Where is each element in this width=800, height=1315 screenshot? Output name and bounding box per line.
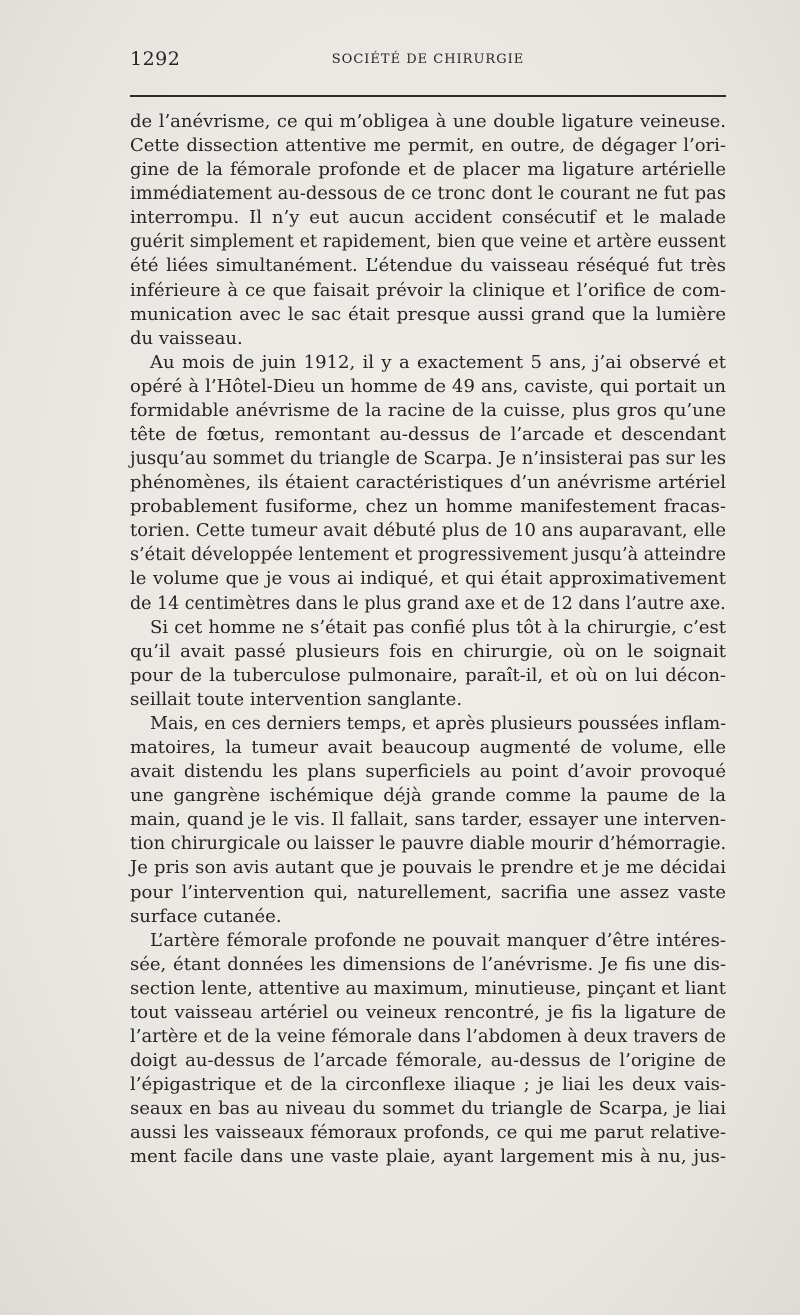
- text-line: l’épigastrique et de la circonflexe iliaque ; je liai les deux vais-: [130, 1074, 726, 1096]
- page-header: [130, 48, 726, 78]
- text-line: surface cutanée.: [130, 905, 282, 927]
- text-line: de l’anévrisme, ce qui m’obligea à une double ligature veineuse.: [130, 111, 726, 132]
- text-line: s’était développée lentement et progressivement jusqu’à atteindre: [130, 545, 726, 566]
- text-line: aussi les vaisseaux fémoraux profonds, ce qui me parut relative-: [130, 1122, 726, 1144]
- text-line: main, quand je le vis. Il fallait, sans tarder, essayer une interven-: [130, 809, 726, 831]
- header-rule: [130, 95, 726, 97]
- text-line: Mais, en ces derniers temps, et après plusieurs poussées inflam-: [150, 713, 727, 734]
- text-line: L’artère fémorale profonde ne pouvait manquer d’être intéres-: [150, 929, 726, 951]
- text-line: l’artère et de la veine fémorale dans l’abdomen à deux travers de: [130, 1025, 726, 1047]
- text-line: munication avec le sac était presque aussi grand que la lumière: [130, 303, 726, 325]
- text-line: opéré à l’Hôtel-Dieu un homme de 49 ans, caviste, qui portait un: [130, 375, 726, 397]
- text-line: qu’il avait passé plusieurs fois en chirurgie, où on le soignait: [130, 640, 726, 662]
- text-line: tout vaisseau artériel ou veineux rencontré, je fis la ligature de: [130, 1001, 726, 1023]
- text-line: Cette dissection attentive me permit, en outre, de dégager l’ori-: [130, 135, 726, 157]
- text-line: été liées simultanément. L’étendue du vaisseau réséqué fut très: [130, 255, 726, 277]
- text-line: ment facile dans une vaste plaie, ayant largement mis à nu, jus-: [130, 1146, 726, 1168]
- text-line: de 14 centimètres dans le plus grand axe et de 12 dans l’autre axe.: [130, 593, 726, 614]
- text-line: matoires, la tumeur avait beaucoup augmenté de volume, elle: [130, 737, 726, 759]
- text-line: interrompu. Il n’y eut aucun accident consécutif et le malade: [130, 207, 726, 229]
- text-line: tion chirurgicale ou laisser le pauvre diable mourir d’hémorragie.: [130, 833, 727, 855]
- text-line: une gangrène ischémique déjà grande comme la paume de la: [130, 785, 726, 807]
- text-line: phénomènes, ils étaient caractéristiques d’un anévrisme artériel: [130, 472, 726, 494]
- text-line: guérit simplement et rapidement, bien que veine et artère eussent: [130, 232, 726, 253]
- text-line: Je pris son avis autant que je pouvais le prendre et je me décidai: [130, 857, 726, 879]
- text-line: gine de la fémorale profonde et de placer ma ligature artérielle: [130, 159, 726, 181]
- text-line: torien. Cette tumeur avait débuté plus de 10 ans auparavant, elle: [130, 520, 726, 542]
- text-line: avait distendu les plans superficiels au point d’avoir provoqué: [130, 761, 726, 783]
- text-line: du vaisseau.: [130, 327, 243, 349]
- text-line: Si cet homme ne s’était pas confié plus tôt à la chirurgie, c’est: [150, 616, 726, 638]
- text-line: inférieure à ce que faisait prévoir la clinique et l’orifice de com-: [130, 279, 726, 301]
- body-text: [130, 110, 726, 1169]
- page-number: 1292: [130, 48, 181, 70]
- text-line: tête de fœtus, remontant au-dessus de l’arcade et descendant: [130, 424, 726, 446]
- text-line: doigt au-dessus de l’arcade fémorale, au-dessus de l’origine de: [130, 1050, 726, 1072]
- text-line: section lente, attentive au maximum, minutieuse, pinçant et liant: [130, 977, 726, 999]
- text-line: le volume que je vous ai indiqué, et qui était approximativement: [130, 568, 726, 590]
- text-line: sée, étant données les dimensions de l’anévrisme. Je fis une dis-: [130, 953, 726, 975]
- text-line: pour l’intervention qui, naturellement, sacrifia une assez vaste: [130, 881, 726, 903]
- running-title: SOCIÉTÉ DE CHIRURGIE: [331, 52, 525, 67]
- text-line: probablement fusiforme, chez un homme manifestement fracas-: [130, 496, 726, 518]
- text-line: formidable anévrisme de la racine de la cuisse, plus gros qu’une: [130, 399, 726, 421]
- text-line: seillait toute intervention sanglante.: [130, 688, 463, 710]
- text-line: seaux en bas au niveau du sommet du triangle de Scarpa, je liai: [130, 1098, 726, 1120]
- text-line: pour de la tuberculose pulmonaire, paraît-il, et où on lui décon-: [130, 664, 726, 686]
- text-line: jusqu’au sommet du triangle de Scarpa. Je n’insisterai pas sur les: [130, 448, 726, 470]
- text-line: immédiatement au-dessous de ce tronc dont le courant ne fut pas: [130, 183, 726, 205]
- text-line: Au mois de juin 1912, il y a exactement 5 ans, j’ai observé et: [150, 351, 726, 373]
